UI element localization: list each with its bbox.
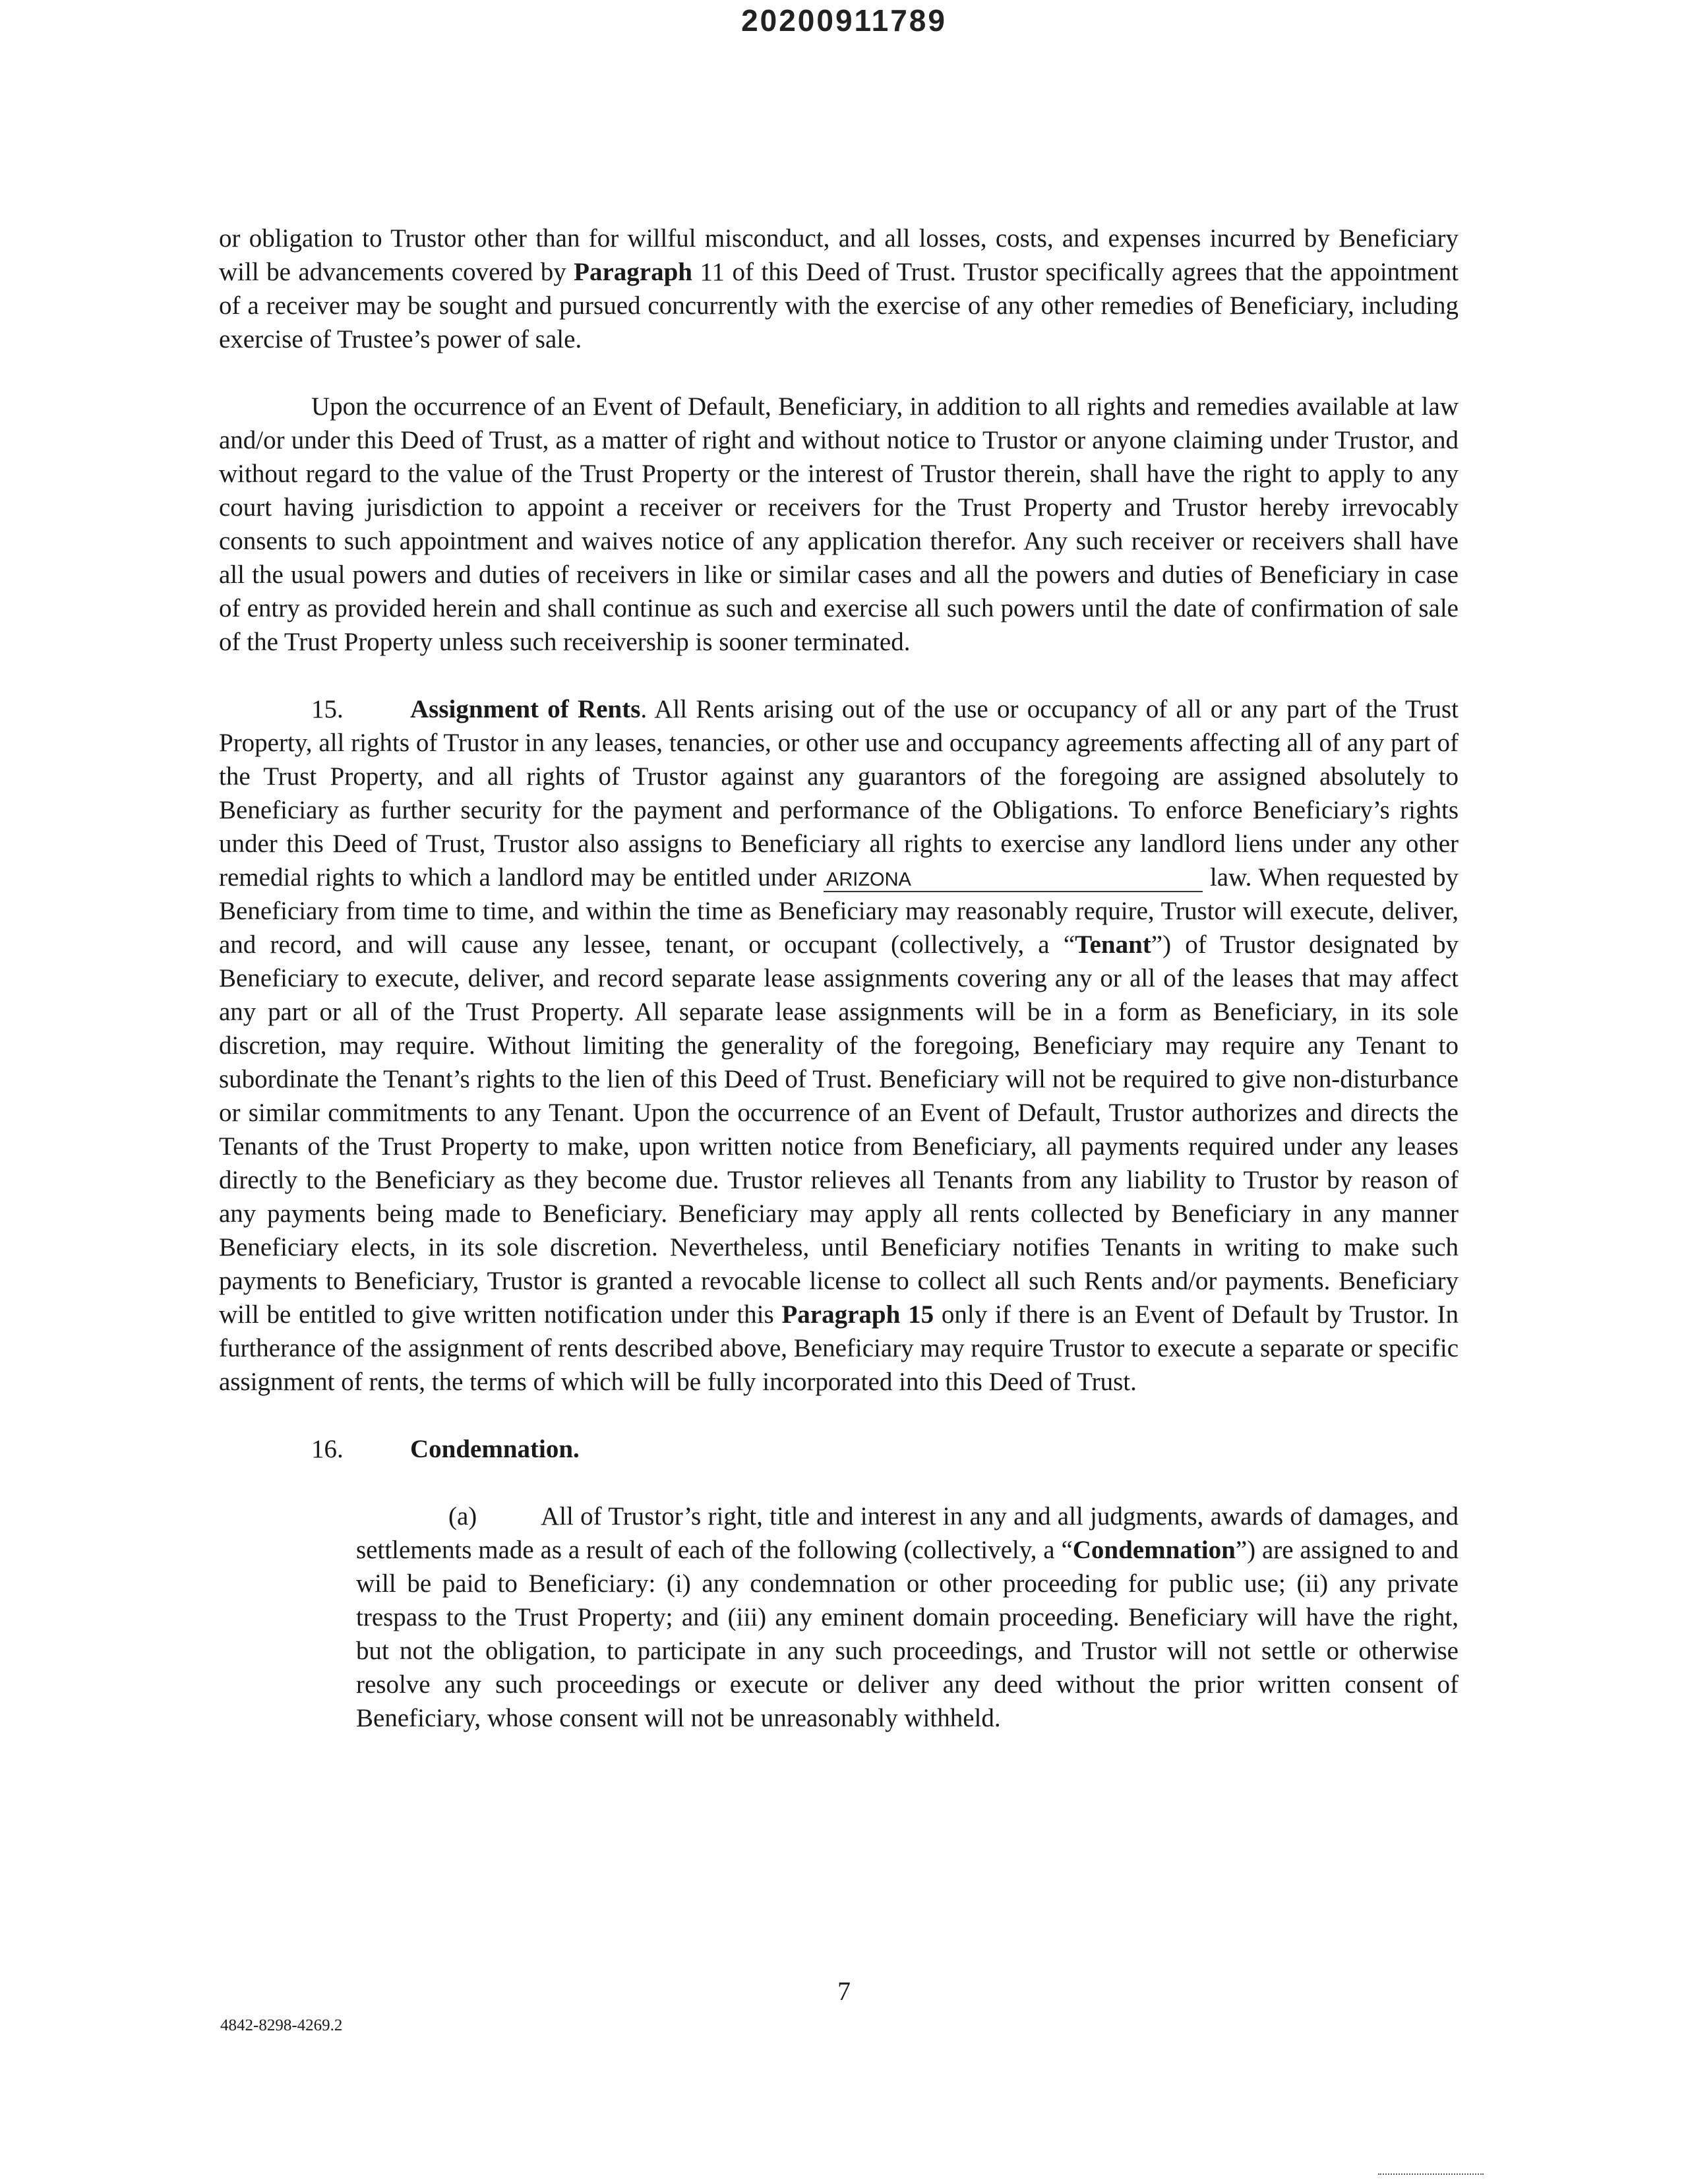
page-number: 7 <box>837 1976 851 2006</box>
section-16-number: 16. <box>311 1435 344 1463</box>
page-body <box>219 222 1459 1769</box>
section-15-paragraph <box>219 692 1459 1399</box>
section-15-text-1: . All Rents arising out of the use or occupancy of all or any part of the Trust Property, all rights of Trustor in any leases, tenancies, or other use and occupancy agreements affecting all of any part of the Trust Property, and all rights of Trustor against any guarantors of the foregoing are assigned absolutely to Beneficiary as further security for the payment and performance of the Obligations. To enforce Beneficiary’s rights under this Deed of Trust, Trustor also assigns to Beneficiary all rights to exercise any landlord liens under any other remedial rights to which a landlord may be entitled under <box>219 695 1459 892</box>
section-15-text-2: law. When requested by Beneficiary from time to time, and within the time as Beneficiary may reasonably require, Trustor will execute, deliver, and record, and will cause any lessee, tenant, or occupant (collectively, a “ <box>219 863 1459 959</box>
continuation-paragraph <box>219 222 1459 356</box>
document-id: 4842-8298-4269.2 <box>220 2017 343 2034</box>
section-16-title-punct: . <box>573 1435 580 1463</box>
section-15-text-4: only if there is an Event of Default by Trustor. In furtherance of the assignment of rents described above, Beneficiary may require Trustor to execute a separate or specific assignment of rents, the terms of which will be fully incorporated into this Deed of Trust. <box>219 1300 1459 1396</box>
section-16a-text-1: All of Trustor’s right, title and interest in any and all judgments, awards of damages, and settlements made as a result of each of the following (collectively, a “ <box>356 1502 1459 1564</box>
recording-number: 20200911789 <box>741 3 947 38</box>
paragraph-reference: Paragraph <box>574 258 692 286</box>
section-16-title: Condemnation <box>410 1435 574 1463</box>
section-15-number: 15. <box>311 695 344 723</box>
continuation-text-2: 11 of this Deed of Trust. Trustor specifically agrees that the appointment of a receiver may be sought and pursued concurrently with the exercise of any other remedies of Beneficiary, including exercise of Trustee’s power of sale. <box>219 258 1459 353</box>
state-value: ARIZONA <box>826 869 911 890</box>
paragraph-15-reference: Paragraph 15 <box>781 1300 934 1329</box>
section-15-title: Assignment of Rents <box>410 695 641 723</box>
section-16-heading <box>219 1432 1459 1466</box>
tenant-defined-term: Tenant <box>1075 930 1151 959</box>
receiver-paragraph: Upon the occurrence of an Event of Default, Beneficiary, in addition to all rights and remedies available at law and/or under this Deed of Trust, as a matter of right and without notice to Trustor or anyone claiming under Trustor, and without regard to the value of the Trust Property or the interest of Trustor therein, shall have the right to apply to any court having jurisdiction to appoint a receiver or receivers for the Trust Property and Trustor hereby irrevocably consents to such appointment and waives notice of any application therefor. Any such receiver or receivers shall have all the usual powers and duties of receivers in like or similar cases and all the powers and duties of Beneficiary in case of entry as provided herein and shall continue as such and exercise all such powers until the date of confirmation of sale of the Trust Property unless such receivership is sooner terminated. <box>219 392 1459 656</box>
scan-artifact-divider <box>1378 2173 1484 2175</box>
section-15-text-3: ”) of Trustor designated by Beneficiary to execute, deliver, and record separate lease assignments covering any or all of the leases that may affect any part or all of the Trust Property. All separate lease assignments will be in a form as Beneficiary, in its sole discretion, may require. Without limiting the generality of the foregoing, Beneficiary may require any Tenant to subordinate the Tenant’s rights to the lien of this Deed of Trust. Beneficiary will not be required to give non-disturbance or similar commitments to any Tenant. Upon the occurrence of an Event of Default, Trustor authorizes and directs the Tenants of the Trust Property to make, upon written notice from Beneficiary, all payments required under any leases directly to the Beneficiary as they become due. Trustor relieves all Tenants from any liability to Trustor by reason of any payments being made to Beneficiary. Beneficiary may apply all rents collected by Beneficiary in any manner Beneficiary elects, in its sole discretion. Nevertheless, until Beneficiary notifies Tenants in writing to make such payments to Beneficiary, Trustor is granted a revocable license to collect all such Rents and/or payments. Beneficiary will be entitled to give written notification under this <box>219 930 1459 1329</box>
continuation-text-1: or obligation to Trustor other than for willful misconduct, and all losses, costs, and expenses incurred by Beneficiary will be advancements covered by <box>219 224 1459 286</box>
section-16a-text-2: ”) are assigned to and will be paid to Beneficiary: (i) any condemnation or other proceeding for public use; (ii) any private trespass to the Trust Property; and (iii) any eminent domain proceeding. Beneficiary will have the right, but not the obligation, to participate in any such proceedings, and Trustor will not settle or otherwise resolve any such proceedings or execute or deliver any deed without the prior written consent of Beneficiary, whose consent will not be unreasonably withheld. <box>356 1536 1459 1732</box>
state-fill-in-field <box>824 866 1203 892</box>
section-16a-paragraph <box>219 1500 1459 1735</box>
section-16a-label: (a) <box>448 1502 477 1531</box>
condemnation-defined-term: Condemnation <box>1072 1536 1236 1564</box>
